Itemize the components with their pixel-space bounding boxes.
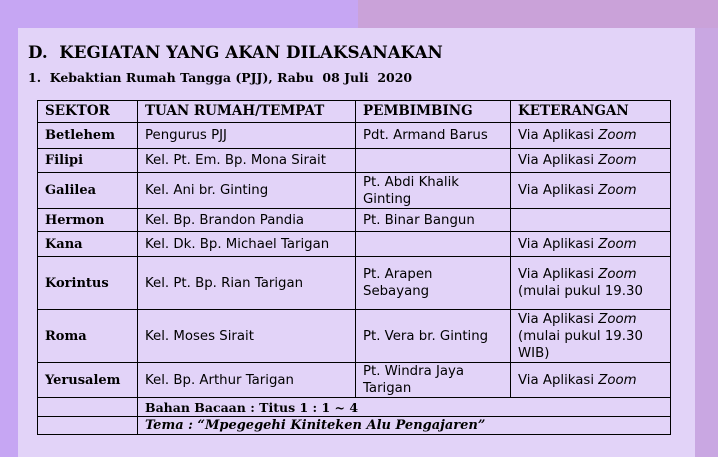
- sektor-cell: Hermon: [38, 209, 138, 232]
- empty-cell: [38, 417, 138, 435]
- keterangan-app: Zoom: [598, 236, 637, 252]
- table-row: [38, 257, 671, 310]
- table-head: [38, 101, 671, 123]
- pembimbing-cell: [356, 257, 511, 310]
- event-subheading: 1. Kebaktian Rumah Tangga (PJJ), Rabu 08 Juli 2020: [28, 70, 413, 85]
- pembimbing-line: Pt. Binar Bangun: [363, 212, 475, 228]
- keterangan-app: Zoom: [598, 183, 637, 198]
- pembimbing-cell: [356, 310, 511, 363]
- keterangan-line: [518, 182, 666, 199]
- keterangan-cell: [511, 310, 671, 363]
- section-heading: D. KEGIATAN YANG AKAN DILAKSANAKAN: [28, 42, 443, 62]
- keterangan-cell: [511, 363, 671, 398]
- keterangan-note: WIB): [518, 345, 550, 361]
- empty-cell: [38, 398, 138, 417]
- header-tuan-rumah: TUAN RUMAH/TEMPAT: [138, 101, 356, 123]
- keterangan-via: Via Aplikasi: [518, 236, 595, 252]
- keterangan-via: Via Aplikasi: [518, 128, 595, 143]
- pembimbing-line: Pdt. Armand Barus: [363, 128, 488, 143]
- pembimbing-line: Sebayang: [363, 284, 430, 299]
- keterangan-app: Zoom: [598, 311, 637, 327]
- background-band-top-right: [358, 0, 718, 28]
- keterangan-cell: [511, 149, 671, 173]
- tuan-rumah-cell: Kel. Bp. Brandon Pandia: [138, 209, 356, 232]
- pembimbing-cell: [356, 173, 511, 209]
- keterangan-line: [518, 152, 666, 169]
- keterangan-via: Via Aplikasi: [518, 372, 595, 388]
- keterangan-app: Zoom: [598, 153, 637, 168]
- keterangan-via: Via Aplikasi: [518, 267, 595, 282]
- table-row: [38, 123, 671, 149]
- table-body: [38, 123, 671, 435]
- sektor-cell: Roma: [38, 310, 138, 363]
- pembimbing-cell: [356, 363, 511, 398]
- table-row: [38, 310, 671, 363]
- tema-row: [38, 417, 671, 435]
- bahan-bacaan: Bahan Bacaan : Titus 1 : 1 ~ 4: [138, 398, 671, 417]
- tuan-rumah-cell: Kel. Dk. Bp. Michael Tarigan: [138, 232, 356, 257]
- tuan-rumah-cell: Kel. Bp. Arthur Tarigan: [138, 363, 356, 398]
- pembimbing-cell: [356, 209, 511, 232]
- pembimbing-cell: [356, 232, 511, 257]
- tuan-rumah-cell: Pengurus PJJ: [138, 123, 356, 149]
- pembimbing-line: Ginting: [363, 191, 412, 207]
- pembimbing-line: Tarigan: [363, 381, 412, 396]
- keterangan-line: [518, 266, 666, 283]
- pembimbing-cell: [356, 123, 511, 149]
- schedule-table: [37, 100, 671, 435]
- keterangan-note: (mulai pukul 19.30: [518, 328, 643, 344]
- sektor-cell: Filipi: [38, 149, 138, 173]
- keterangan-line: [518, 311, 666, 328]
- pembimbing-line: Pt. Vera br. Ginting: [363, 328, 489, 344]
- tuan-rumah-cell: Kel. Pt. Bp. Rian Tarigan: [138, 257, 356, 310]
- keterangan-cell: [511, 257, 671, 310]
- keterangan-via: Via Aplikasi: [518, 311, 595, 327]
- header-sektor: SEKTOR: [38, 101, 138, 123]
- table-row: [38, 232, 671, 257]
- bahan-bacaan-row: [38, 398, 671, 417]
- pembimbing-line: Pt. Abdi Khalik: [363, 174, 459, 190]
- background-band-right: [695, 28, 718, 457]
- tema: Tema : “Mpegegehi Kiniteken Alu Pengajaren”: [138, 417, 671, 435]
- tuan-rumah-cell: Kel. Ani br. Ginting: [138, 173, 356, 209]
- header-row: [38, 101, 671, 123]
- pembimbing-line: Pt. Windra Jaya: [363, 364, 465, 379]
- header-keterangan: KETERANGAN: [511, 101, 671, 123]
- table-row: [38, 149, 671, 173]
- keterangan-line: [518, 236, 666, 253]
- tuan-rumah-cell: Kel. Moses Sirait: [138, 310, 356, 363]
- sektor-cell: Korintus: [38, 257, 138, 310]
- keterangan-cell: [511, 209, 671, 232]
- keterangan-note: (mulai pukul 19.30: [518, 284, 643, 299]
- keterangan-cell: [511, 232, 671, 257]
- keterangan-app: Zoom: [598, 128, 637, 143]
- keterangan-cell: [511, 123, 671, 149]
- keterangan-app: Zoom: [598, 372, 637, 388]
- sektor-cell: Betlehem: [38, 123, 138, 149]
- header-pembimbing: PEMBIMBING: [356, 101, 511, 123]
- keterangan-line: [518, 372, 666, 389]
- table-row: [38, 173, 671, 209]
- keterangan-line: [518, 127, 666, 144]
- sektor-cell: Yerusalem: [38, 363, 138, 398]
- keterangan-cell: [511, 173, 671, 209]
- sektor-cell: Kana: [38, 232, 138, 257]
- table-row: [38, 209, 671, 232]
- keterangan-via: Via Aplikasi: [518, 153, 595, 168]
- pembimbing-line: Pt. Arapen: [363, 267, 433, 282]
- sektor-cell: Galilea: [38, 173, 138, 209]
- table-row: [38, 363, 671, 398]
- keterangan-via: Via Aplikasi: [518, 183, 595, 198]
- pembimbing-cell: [356, 149, 511, 173]
- keterangan-app: Zoom: [598, 267, 637, 282]
- tuan-rumah-cell: Kel. Pt. Em. Bp. Mona Sirait: [138, 149, 356, 173]
